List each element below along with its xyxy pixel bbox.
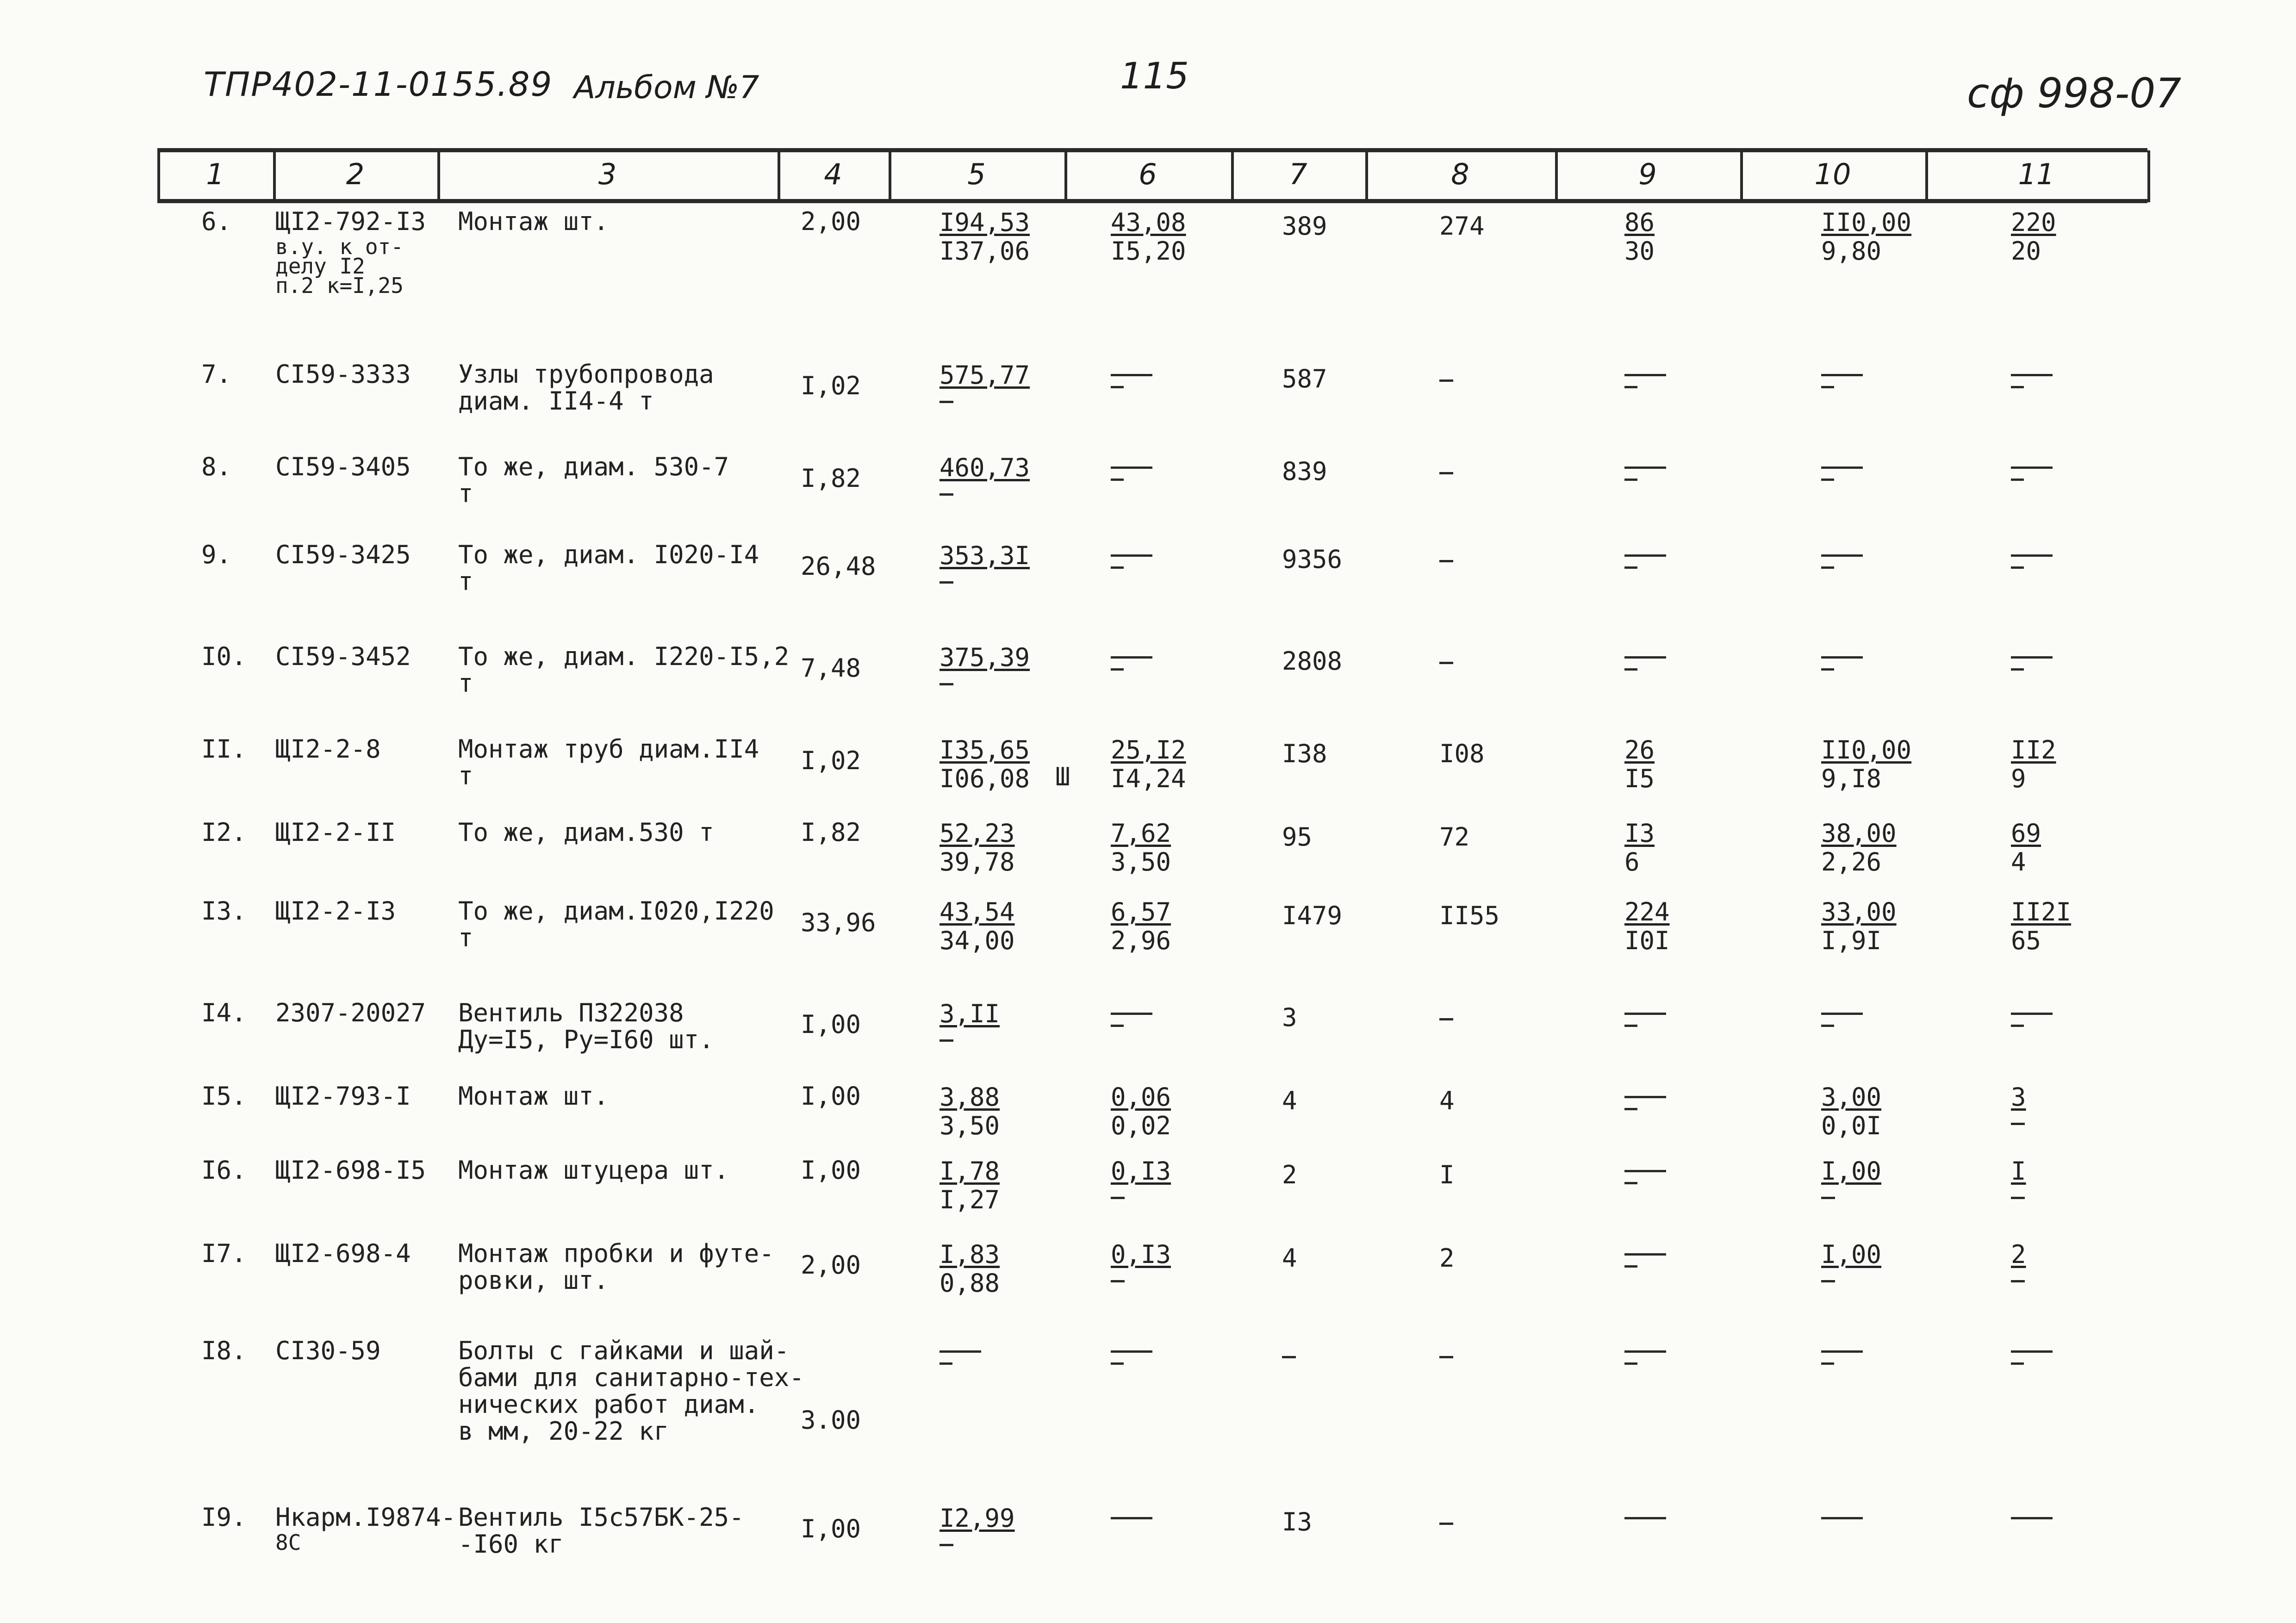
- total-cost: 2808: [1282, 647, 1343, 676]
- dash-stroke: [1624, 1013, 1666, 1015]
- wage-cost: [1111, 898, 1171, 955]
- column-number-1: 1: [206, 157, 224, 191]
- total-wage: 72: [1439, 822, 1470, 852]
- wage-cost-numerator: 0,I3: [1111, 1157, 1171, 1186]
- header-rule-top: [157, 148, 2147, 152]
- cell-line: 2307-20027: [275, 998, 426, 1027]
- dash-stroke: [1111, 479, 1124, 481]
- empty-total-wage: [1439, 1018, 1453, 1020]
- rate-numerator: I,00: [1821, 1157, 1882, 1186]
- total-wage: 274: [1439, 211, 1485, 241]
- labor-denominator: I0I: [1624, 926, 1670, 955]
- wage-cost: [1111, 1240, 1171, 1269]
- unit-cost: [940, 736, 1030, 793]
- dash-stroke: [1624, 656, 1666, 659]
- row-number: I0.: [201, 642, 247, 671]
- dash-stroke: [1111, 374, 1152, 376]
- extra-denominator: 65: [2011, 926, 2041, 955]
- rate: [1821, 736, 1911, 793]
- wage-cost: [1111, 736, 1186, 793]
- unit-cost-numerator: 3,88: [940, 1082, 1000, 1112]
- column-number-5: 5: [967, 157, 986, 191]
- column-number-2: 2: [346, 157, 365, 191]
- unit-cost-numerator: 353,3I: [940, 541, 1030, 570]
- total-cost: 4: [1282, 1244, 1297, 1273]
- dash-stroke: [1821, 374, 1863, 376]
- unit-cost-empty-denominator: [940, 401, 953, 403]
- cell-line: То же, диам. I220-I5,2: [458, 642, 790, 671]
- header-rule-bottom: [157, 199, 2147, 203]
- column-number-6: 6: [1139, 157, 1157, 191]
- dash-stroke: [1821, 566, 1834, 569]
- unit-cost-denominator: I37,06: [940, 236, 1030, 266]
- unit-cost: [940, 1000, 1000, 1028]
- rate-denominator: I,9I: [1821, 926, 1882, 955]
- dash-stroke: [1821, 386, 1834, 388]
- unit-cost-denominator: I06,08: [940, 764, 1030, 793]
- total-cost: I38: [1282, 739, 1327, 768]
- dash-stroke: [1111, 1013, 1152, 1015]
- total-cost: 839: [1282, 457, 1327, 486]
- column-number-3: 3: [598, 157, 617, 191]
- unit-cost-empty-denominator: [940, 683, 953, 685]
- quantity: I,00: [801, 1514, 861, 1543]
- cell-line: т: [458, 923, 473, 952]
- page-number: 115: [1120, 56, 1189, 97]
- dash-stroke: [1624, 1108, 1637, 1110]
- rate-denominator: 9,I8: [1821, 764, 1882, 793]
- cell-line: CI59-3425: [275, 540, 411, 569]
- unit-cost: [940, 541, 1030, 570]
- dash-stroke: [2011, 1517, 2053, 1519]
- quantity: I,00: [801, 1082, 861, 1111]
- cell-line: Узлы трубопровода: [458, 360, 714, 389]
- cell-line: ЩI2-698-4: [275, 1239, 411, 1268]
- labor: [1624, 736, 1655, 793]
- dash-stroke: [1624, 374, 1666, 376]
- cell-line: То же, диам.530 т: [458, 818, 714, 847]
- row-number: I4.: [201, 998, 247, 1027]
- unit-cost: [940, 208, 1030, 266]
- empty-total-wage: [1439, 662, 1453, 664]
- wage-cost: [1111, 208, 1186, 266]
- wage-cost-denominator: 0,02: [1111, 1111, 1171, 1140]
- unit-cost-denominator: 3,50: [940, 1111, 1000, 1140]
- wage-cost: [1111, 1083, 1171, 1140]
- extra-numerator: 220: [2011, 208, 2056, 237]
- unit-cost-empty-denominator: [940, 1039, 953, 1042]
- empty-total-cost: [1282, 1356, 1296, 1358]
- rate: [1821, 208, 1911, 266]
- unit-cost: [940, 1240, 1000, 1298]
- unit-cost-numerator: I2,99: [940, 1504, 1015, 1533]
- mark-sha: Ш: [1055, 762, 1070, 791]
- extra: [2011, 1083, 2026, 1112]
- cell-line: диам. II4-4 т: [458, 386, 654, 416]
- cell-line: нических работ диам.: [458, 1390, 759, 1419]
- cell-line: Монтаж штуцера шт.: [458, 1156, 729, 1185]
- cell-line: бами для санитарно-тех-: [458, 1363, 804, 1392]
- dash-stroke: [1111, 386, 1124, 388]
- quantity: 3.00: [801, 1405, 861, 1435]
- labor-numerator: 26: [1624, 735, 1655, 765]
- dash-stroke: [1821, 1362, 1834, 1365]
- code-note: в.у. к от-: [275, 234, 404, 259]
- row-number: I6.: [201, 1156, 247, 1185]
- total-cost: I3: [1282, 1507, 1313, 1536]
- rate-numerator: 38,00: [1821, 819, 1897, 848]
- total-wage: 2: [1439, 1244, 1455, 1273]
- labor-numerator: 86: [1624, 208, 1655, 237]
- rate-denominator: 0,0I: [1821, 1111, 1882, 1140]
- dash-stroke: [1624, 1025, 1637, 1027]
- extra-denominator: 4: [2011, 847, 2026, 877]
- dash-stroke: [1624, 566, 1637, 569]
- labor-numerator: I3: [1624, 819, 1655, 848]
- unit-cost-numerator: 3,II: [940, 999, 1000, 1028]
- total-cost: 2: [1282, 1160, 1297, 1189]
- unit-cost-numerator: 52,23: [940, 819, 1015, 848]
- extra: [2011, 1240, 2026, 1269]
- column-number-7: 7: [1289, 157, 1307, 191]
- empty-total-wage: [1439, 379, 1453, 382]
- dash-stroke: [1821, 1350, 1863, 1353]
- wage-cost-numerator: 6,57: [1111, 897, 1171, 927]
- cell-line: Нкарм.I9874-: [275, 1503, 456, 1532]
- unit-cost-denominator: I,27: [940, 1185, 1000, 1214]
- total-cost: 9356: [1282, 545, 1343, 574]
- cell-line: т: [458, 761, 473, 790]
- column-divider: [2147, 150, 2150, 202]
- cell-line: ЩI2-698-I5: [275, 1156, 426, 1185]
- row-number: 9.: [201, 540, 232, 569]
- unit-cost-numerator: I35,65: [940, 735, 1030, 765]
- row-number: I2.: [201, 818, 247, 847]
- dash-stroke: [1111, 554, 1152, 557]
- cell-line: т: [458, 479, 473, 508]
- quantity: I,82: [801, 818, 861, 847]
- labor-numerator: 224: [1624, 897, 1670, 927]
- dash-stroke: [1624, 1265, 1637, 1268]
- quantity: 7,48: [801, 653, 861, 683]
- dash-stroke: [1624, 1170, 1666, 1172]
- quantity: 2,00: [801, 1250, 861, 1280]
- wage-cost-numerator: 43,08: [1111, 208, 1186, 237]
- rate-empty-denominator: [1821, 1197, 1835, 1199]
- dash-stroke: [2011, 1362, 2024, 1365]
- unit-cost-numerator: 375,39: [940, 643, 1030, 672]
- unit-cost-numerator: 43,54: [940, 897, 1015, 927]
- cell-line: Монтаж труб диам.II4: [458, 734, 759, 764]
- dash-stroke: [1111, 656, 1152, 659]
- column-number-10: 10: [1814, 157, 1851, 191]
- dash-stroke: [2011, 656, 2053, 659]
- total-wage: I: [1439, 1160, 1455, 1189]
- dash-stroke: [2011, 386, 2024, 388]
- unit-cost-numerator: I,78: [940, 1157, 1000, 1186]
- unit-cost-numerator: I,83: [940, 1240, 1000, 1269]
- rate-numerator: I,00: [1821, 1240, 1882, 1269]
- cell-line: Вентиль П322038: [458, 998, 684, 1027]
- dash-stroke: [940, 1362, 952, 1365]
- dash-stroke: [2011, 374, 2053, 376]
- cell-line: То же, диам. 530-7: [458, 452, 729, 481]
- wage-cost-denominator: I5,20: [1111, 236, 1186, 266]
- unit-cost: [940, 1083, 1000, 1140]
- total-wage: I08: [1439, 739, 1485, 768]
- cell-line: т: [458, 567, 473, 596]
- total-cost: 389: [1282, 211, 1327, 241]
- unit-cost-numerator: I94,53: [940, 208, 1030, 237]
- row-number: 7.: [201, 360, 232, 389]
- cell-line: CI59-3333: [275, 360, 411, 389]
- dash-stroke: [1624, 1182, 1637, 1184]
- unit-cost: [940, 643, 1030, 672]
- wage-cost-denominator: I4,24: [1111, 764, 1186, 793]
- album-label: Альбом №7: [574, 69, 759, 106]
- row-number: 8.: [201, 452, 232, 481]
- row-number: I7.: [201, 1239, 247, 1268]
- extra-denominator: 9: [2011, 764, 2026, 793]
- cell-line: CI59-3452: [275, 642, 411, 671]
- dash-stroke: [1624, 386, 1637, 388]
- extra: [2011, 736, 2056, 793]
- dash-stroke: [2011, 1025, 2024, 1027]
- dash-stroke: [1821, 479, 1834, 481]
- wage-cost-numerator: 25,I2: [1111, 735, 1186, 765]
- dash-stroke: [1624, 554, 1666, 557]
- extra-empty-denominator: [2011, 1123, 2025, 1125]
- code-note: делу I2: [275, 254, 365, 279]
- dash-stroke: [1624, 466, 1666, 469]
- unit-cost: [940, 1157, 1000, 1214]
- rate: [1821, 1157, 1881, 1186]
- cell-line: Монтаж пробки и футе-: [458, 1239, 774, 1268]
- total-wage: II55: [1439, 901, 1500, 930]
- dash-stroke: [1111, 1362, 1124, 1365]
- dash-stroke: [1111, 566, 1124, 569]
- rate-denominator: 9,80: [1821, 236, 1882, 266]
- extra-denominator: 20: [2011, 236, 2041, 266]
- cell-line: ЩI2-793-I: [275, 1082, 411, 1111]
- column-number-11: 11: [2018, 157, 2055, 191]
- wage-cost-numerator: 0,I3: [1111, 1240, 1171, 1269]
- wage-cost-empty-denominator: [1111, 1280, 1125, 1282]
- dash-stroke: [2011, 479, 2024, 481]
- total-cost: 3: [1282, 1003, 1297, 1032]
- rate: [1821, 1083, 1881, 1140]
- unit-cost: [940, 898, 1015, 955]
- cell-line: Монтаж шт.: [458, 1082, 609, 1111]
- cell-line: т: [458, 669, 473, 698]
- rate-empty-denominator: [1821, 1280, 1835, 1282]
- cell-line: ЩI2-2-8: [275, 734, 381, 764]
- extra: [2011, 819, 2041, 877]
- rate-denominator: 2,26: [1821, 847, 1882, 877]
- wage-cost-denominator: 2,96: [1111, 926, 1171, 955]
- unit-cost-empty-denominator: [940, 493, 953, 496]
- cell-line: Вентиль I5с57БК-25-: [458, 1503, 744, 1532]
- dash-stroke: [1624, 1253, 1666, 1256]
- unit-cost-denominator: 39,78: [940, 847, 1015, 877]
- row-number: I8.: [201, 1336, 247, 1365]
- extra-numerator: 69: [2011, 819, 2041, 848]
- dash-stroke: [1624, 1350, 1666, 1353]
- code-note: п.2 к=I,25: [275, 273, 404, 298]
- row-number: II.: [201, 734, 247, 764]
- unit-cost: [940, 1504, 1015, 1533]
- rate: [1821, 898, 1897, 955]
- extra-numerator: II2I: [2011, 897, 2072, 927]
- column-number-9: 9: [1638, 157, 1657, 191]
- unit-cost-denominator: 0,88: [940, 1269, 1000, 1298]
- quantity: 33,96: [801, 908, 876, 937]
- empty-total-wage: [1439, 472, 1453, 474]
- dash-stroke: [1821, 656, 1863, 659]
- cell-line: ровки, шт.: [458, 1266, 609, 1295]
- dash-stroke: [1624, 1096, 1666, 1098]
- unit-cost: [940, 454, 1030, 482]
- rate-numerator: 3,00: [1821, 1082, 1882, 1112]
- wage-cost: [1111, 1157, 1171, 1186]
- row-number: 6.: [201, 207, 232, 236]
- dash-stroke: [2011, 566, 2024, 569]
- dash-stroke: [1821, 1025, 1834, 1027]
- dash-stroke: [2011, 668, 2024, 671]
- unit-cost-empty-denominator: [940, 1544, 953, 1546]
- wage-cost-empty-denominator: [1111, 1197, 1125, 1199]
- extra-numerator: 3: [2011, 1082, 2026, 1112]
- dash-stroke: [1624, 479, 1637, 481]
- cell-line: ЩI2-2-I3: [275, 896, 396, 926]
- wage-cost-numerator: 0,06: [1111, 1082, 1171, 1112]
- unit-cost-empty-denominator: [940, 581, 953, 584]
- dash-stroke: [1821, 668, 1834, 671]
- quantity: I,02: [801, 371, 861, 400]
- row-number: I3.: [201, 896, 247, 926]
- dash-stroke: [1624, 668, 1637, 671]
- extra: [2011, 1157, 2026, 1186]
- labor: [1624, 208, 1655, 266]
- cell-line: CI59-3405: [275, 452, 411, 481]
- dash-stroke: [1111, 1517, 1152, 1519]
- cell-line: Монтаж шт.: [458, 207, 609, 236]
- cell-line: -I60 кг: [458, 1530, 564, 1559]
- total-cost: 95: [1282, 822, 1313, 852]
- unit-cost: [940, 361, 1030, 390]
- dash-stroke: [940, 1350, 981, 1353]
- quantity: 26,48: [801, 552, 876, 581]
- unit-cost-numerator: 460,73: [940, 453, 1030, 482]
- cell-line: Ду=I5, Ру=I60 шт.: [458, 1025, 714, 1054]
- extra-numerator: 2: [2011, 1240, 2026, 1269]
- sheet-code: сф 998-07: [1967, 69, 2182, 117]
- dash-stroke: [1111, 668, 1124, 671]
- wage-cost-numerator: 7,62: [1111, 819, 1171, 848]
- cell-line: То же, диам. I020-I4: [458, 540, 759, 569]
- dash-stroke: [2011, 1350, 2053, 1353]
- cell-line: То же, диам.I020,I220: [458, 896, 774, 926]
- quantity: I,02: [801, 746, 861, 775]
- total-cost: I479: [1282, 901, 1343, 930]
- dash-stroke: [1111, 466, 1152, 469]
- quantity: 2,00: [801, 207, 861, 236]
- cell-line: в мм, 20-22 кг: [458, 1417, 669, 1446]
- labor-denominator: 30: [1624, 236, 1655, 266]
- wage-cost: [1111, 819, 1171, 877]
- empty-total-wage: [1439, 1523, 1453, 1525]
- dash-stroke: [1821, 1517, 1863, 1519]
- rate-numerator: II0,00: [1821, 208, 1912, 237]
- labor: [1624, 819, 1655, 877]
- extra-numerator: I: [2011, 1157, 2026, 1186]
- cell-line: Болты с гайками и шай-: [458, 1336, 790, 1365]
- rate: [1821, 819, 1897, 877]
- row-number: I5.: [201, 1082, 247, 1111]
- column-number-4: 4: [824, 157, 842, 191]
- unit-cost: [940, 819, 1015, 877]
- row-number: I9.: [201, 1503, 247, 1532]
- rate: [1821, 1240, 1881, 1269]
- unit-cost-numerator: 575,77: [940, 361, 1030, 390]
- rate-numerator: 33,00: [1821, 897, 1897, 927]
- cell-line: ЩI2-792-I3: [275, 207, 426, 236]
- dash-stroke: [1821, 466, 1863, 469]
- dash-stroke: [1821, 1013, 1863, 1015]
- dash-stroke: [1624, 1362, 1637, 1365]
- unit-cost-denominator: 34,00: [940, 926, 1015, 955]
- extra: [2011, 208, 2056, 266]
- quantity: I,82: [801, 464, 861, 493]
- dash-stroke: [1821, 554, 1863, 557]
- extra-empty-denominator: [2011, 1197, 2025, 1199]
- column-number-8: 8: [1451, 157, 1469, 191]
- dash-stroke: [2011, 466, 2053, 469]
- dash-stroke: [1111, 1350, 1152, 1353]
- dash-stroke: [1111, 1025, 1124, 1027]
- empty-total-wage: [1439, 560, 1453, 562]
- labor-denominator: I5: [1624, 764, 1655, 793]
- quantity: I,00: [801, 1010, 861, 1039]
- dash-stroke: [1624, 1517, 1666, 1519]
- code-note: 8С: [275, 1530, 301, 1555]
- extra-numerator: II2: [2011, 735, 2056, 765]
- quantity: I,00: [801, 1156, 861, 1185]
- document-code: ТПР402-11-0155.89: [204, 65, 553, 104]
- total-cost: 4: [1282, 1086, 1297, 1115]
- cell-line: ЩI2-2-II: [275, 818, 396, 847]
- cell-line: CI30-59: [275, 1336, 381, 1365]
- dash-stroke: [2011, 1013, 2053, 1015]
- labor: [1624, 898, 1670, 955]
- extra-empty-denominator: [2011, 1280, 2025, 1282]
- total-cost: 587: [1282, 364, 1327, 393]
- wage-cost-denominator: 3,50: [1111, 847, 1171, 877]
- rate-numerator: II0,00: [1821, 735, 1912, 765]
- labor-denominator: 6: [1624, 847, 1640, 877]
- extra: [2011, 898, 2071, 955]
- dash-stroke: [2011, 554, 2053, 557]
- empty-total-wage: [1439, 1356, 1453, 1358]
- total-wage: 4: [1439, 1086, 1455, 1115]
